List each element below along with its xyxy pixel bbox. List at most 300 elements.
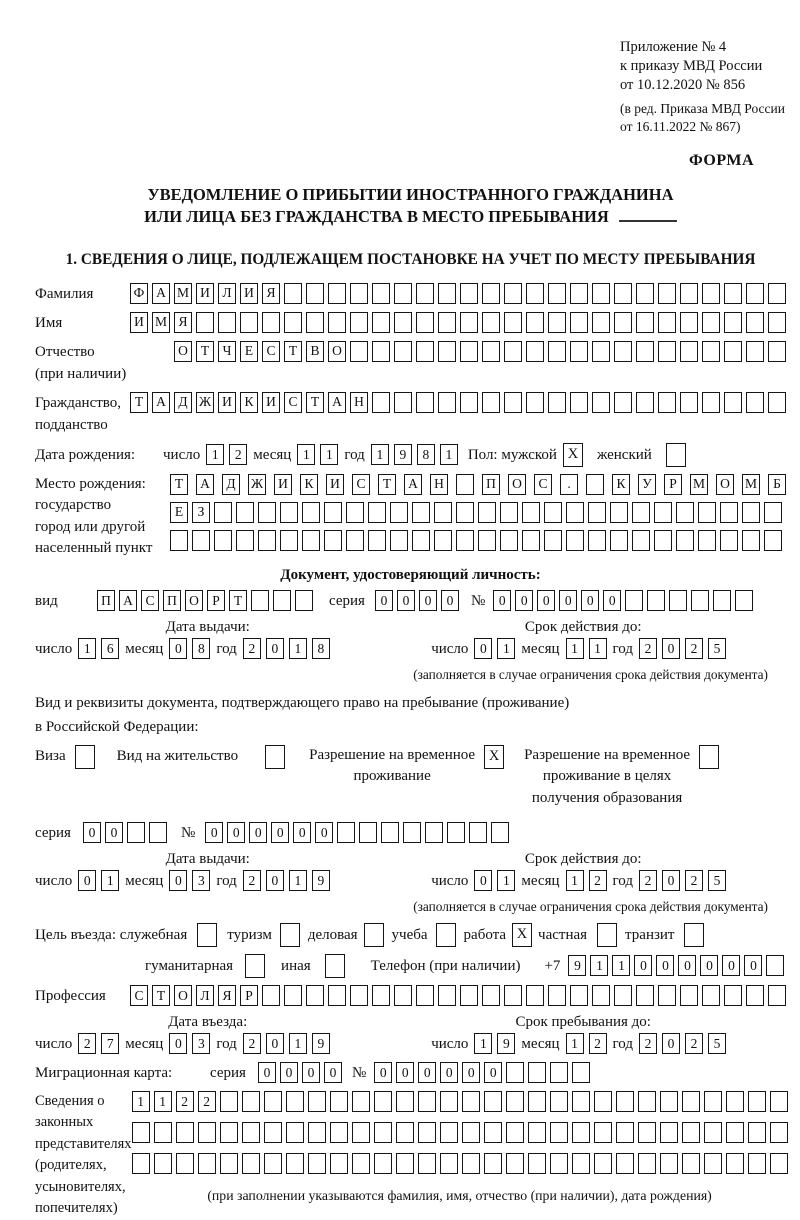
doc-issue-month (169, 638, 210, 659)
char-cell (456, 502, 474, 523)
profession-cells (130, 985, 786, 1006)
day-label: число (431, 872, 469, 889)
char-cell (482, 341, 500, 362)
char-cell (691, 590, 709, 611)
temp-residence-option (309, 745, 504, 789)
char-cell (548, 341, 566, 362)
char-cell (726, 1153, 744, 1174)
char-cell (324, 530, 342, 551)
profession-label: Профессия (35, 987, 106, 1004)
char-cell (330, 1122, 348, 1143)
char-cell (434, 502, 452, 523)
char-cell (742, 530, 760, 551)
char-cell (724, 985, 742, 1006)
purpose-humanitarian-checkbox (245, 954, 265, 978)
char-cell: Л (218, 283, 236, 304)
char-cell: К (240, 392, 258, 413)
char-cell: 0 (634, 955, 652, 976)
char-cell: Р (207, 590, 225, 611)
doc-issue-label: Дата выдачи: (165, 618, 250, 635)
char-cell (548, 283, 566, 304)
temp-residence-education-option (524, 745, 719, 810)
char-cell (394, 392, 412, 413)
char-cell: Л (196, 985, 214, 1006)
char-cell (460, 312, 478, 333)
char-cell (456, 474, 474, 495)
char-cell: Т (229, 590, 247, 611)
char-cell (328, 312, 346, 333)
char-cell (682, 1122, 700, 1143)
birthplace-label: Место рождения: (35, 475, 146, 492)
char-cell (491, 822, 509, 843)
char-cell: П (163, 590, 181, 611)
char-cell (390, 530, 408, 551)
char-cell: 8 (312, 638, 330, 659)
char-cell (306, 283, 324, 304)
char-cell: Я (174, 312, 192, 333)
char-cell: 0 (169, 870, 187, 891)
char-cell (280, 530, 298, 551)
surname-label: Фамилия (35, 285, 94, 302)
char-cell (154, 1153, 172, 1174)
doc-number-label: № (470, 592, 486, 609)
stay-until-label: Срок пребывания до: (515, 1013, 651, 1030)
char-cell: 0 (293, 822, 311, 843)
entry-date-headers (35, 1014, 786, 1031)
residence-doc-intro1: Вид и реквизиты документа, подтверждающего право на пребывание (проживание) (35, 694, 570, 711)
purpose-tourism-label: туризм (227, 926, 272, 943)
patronymic-row (35, 341, 786, 385)
char-cell: Т (196, 341, 214, 362)
day-label: число (35, 640, 73, 657)
char-cell (572, 1062, 590, 1083)
char-cell: 0 (205, 822, 223, 843)
char-cell: Н (350, 392, 368, 413)
migration-card-label: Миграционная карта: (35, 1064, 173, 1081)
purpose-official-label: Цель въезда: служебная (35, 926, 188, 943)
migration-card-row (35, 1062, 786, 1084)
phone-label: Телефон (при наличии) (370, 957, 521, 974)
char-cell (418, 1153, 436, 1174)
char-cell (768, 392, 786, 413)
char-cell (506, 1153, 524, 1174)
char-cell: 1 (132, 1091, 150, 1112)
char-cell: Д (174, 392, 192, 413)
char-cell (614, 985, 632, 1006)
char-cell: 1 (289, 870, 307, 891)
purpose-private-checkbox (597, 923, 617, 947)
mc-number-label: № (351, 1064, 367, 1081)
char-cell: М (174, 283, 192, 304)
char-cell (218, 312, 236, 333)
char-cell (350, 341, 368, 362)
char-cell (264, 1091, 282, 1112)
char-cell (522, 502, 540, 523)
char-cell (746, 312, 764, 333)
char-cell (548, 392, 566, 413)
char-cell (396, 1091, 414, 1112)
char-cell (654, 530, 672, 551)
char-cell: С (262, 341, 280, 362)
char-cell (460, 341, 478, 362)
char-cell (482, 985, 500, 1006)
char-cell: 1 (497, 638, 515, 659)
char-cell: И (326, 474, 344, 495)
char-cell (352, 1122, 370, 1143)
char-cell (713, 590, 731, 611)
char-cell: О (174, 341, 192, 362)
char-cell (704, 1091, 722, 1112)
birthplace-label-city1: город или другой (35, 518, 146, 535)
sex-female-checkbox (666, 443, 686, 467)
sex-female-label: женский (596, 446, 652, 463)
purpose-humanitarian-label: гуманитарная (145, 957, 234, 974)
char-cell (242, 1091, 260, 1112)
char-cell: 2 (198, 1091, 216, 1112)
char-cell: 0 (266, 1033, 284, 1054)
char-cell (680, 985, 698, 1006)
char-cell: 2 (639, 870, 657, 891)
char-cell (462, 1153, 480, 1174)
char-cell (262, 985, 280, 1006)
char-cell (768, 312, 786, 333)
section1-heading: 1. СВЕДЕНИЯ О ЛИЦЕ, ПОДЛЕЖАЩЕМ ПОСТАНОВКЕ НА УЧЕТ ПО МЕСТУ ПРЕБЫВАНИЯ (65, 250, 756, 268)
char-cell: 1 (566, 870, 584, 891)
char-cell (526, 341, 544, 362)
char-cell (372, 312, 390, 333)
char-cell (592, 283, 610, 304)
char-cell: А (152, 283, 170, 304)
char-cell (330, 1091, 348, 1112)
char-cell (504, 283, 522, 304)
char-cell: 0 (744, 955, 762, 976)
char-cell (416, 341, 434, 362)
char-cell (374, 1153, 392, 1174)
char-cell (416, 392, 434, 413)
char-cell: 3 (192, 870, 210, 891)
char-cell (280, 502, 298, 523)
char-cell (328, 985, 346, 1006)
char-cell: А (119, 590, 137, 611)
char-cell (764, 502, 782, 523)
birthplace-cells-row2 (170, 502, 786, 523)
char-cell: 9 (312, 1033, 330, 1054)
char-cell (526, 392, 544, 413)
citizenship-sublabel: подданство (35, 416, 108, 433)
name-row (35, 312, 786, 334)
char-cell: 7 (101, 1033, 119, 1054)
char-cell (746, 283, 764, 304)
year-label: год (612, 1035, 633, 1052)
res-date-headers (35, 851, 786, 868)
char-cell (572, 1091, 590, 1112)
char-cell (484, 1091, 502, 1112)
month-label: месяц (253, 446, 292, 463)
char-cell (720, 530, 738, 551)
char-cell: З (192, 502, 210, 523)
char-cell: 0 (324, 1062, 342, 1083)
char-cell: С (284, 392, 302, 413)
citizenship-cells (130, 392, 786, 413)
char-cell (588, 530, 606, 551)
char-cell (394, 312, 412, 333)
char-cell (702, 392, 720, 413)
char-cell (680, 312, 698, 333)
char-cell (462, 1122, 480, 1143)
char-cell (438, 283, 456, 304)
char-cell: И (240, 283, 258, 304)
char-cell (236, 502, 254, 523)
res-issue-year (243, 870, 330, 891)
char-cell (440, 1153, 458, 1174)
char-cell (381, 822, 399, 843)
char-cell (264, 1122, 282, 1143)
char-cell: 9 (312, 870, 330, 891)
temp-residence-checkbox: X (484, 745, 504, 769)
doc-valid-year (639, 638, 726, 659)
stay-month (566, 1033, 607, 1054)
doc-series-cells (375, 590, 459, 611)
char-cell (368, 530, 386, 551)
char-cell (440, 1091, 458, 1112)
char-cell: М (690, 474, 708, 495)
sex-male-checkbox: X (563, 443, 583, 467)
char-cell (478, 530, 496, 551)
char-cell (460, 392, 478, 413)
char-cell (660, 1122, 678, 1143)
month-label: месяц (125, 640, 164, 657)
stay-day (474, 1033, 515, 1054)
char-cell (704, 1153, 722, 1174)
phone-prefix: +7 (544, 957, 561, 974)
char-cell: И (262, 392, 280, 413)
birth-date-row (35, 443, 786, 467)
char-cell (770, 1122, 788, 1143)
char-cell: 0 (271, 822, 289, 843)
char-cell (594, 1091, 612, 1112)
char-cell (469, 822, 487, 843)
char-cell: 0 (83, 822, 101, 843)
char-cell (403, 822, 421, 843)
char-cell: 1 (474, 1033, 492, 1054)
char-cell: Б (768, 474, 786, 495)
char-cell (220, 1122, 238, 1143)
char-cell (704, 1122, 722, 1143)
title-blank-line (619, 206, 677, 222)
purpose-transit-checkbox (684, 923, 704, 947)
char-cell (198, 1153, 216, 1174)
char-cell: 0 (537, 590, 555, 611)
char-cell: 9 (497, 1033, 515, 1054)
char-cell: 5 (708, 638, 726, 659)
char-cell (770, 1153, 788, 1174)
char-cell (647, 590, 665, 611)
residence-doc-series-row (35, 822, 786, 844)
char-cell (548, 985, 566, 1006)
char-cell (586, 474, 604, 495)
annex-line: от 10.12.2020 № 856 (620, 77, 746, 94)
char-cell (308, 1122, 326, 1143)
char-cell: Р (240, 985, 258, 1006)
char-cell (286, 1122, 304, 1143)
char-cell (702, 312, 720, 333)
char-cell (482, 392, 500, 413)
char-cell (676, 502, 694, 523)
forma-label: ФОРМА (688, 152, 754, 169)
char-cell: И (218, 392, 236, 413)
char-cell (372, 341, 390, 362)
char-cell: 2 (589, 870, 607, 891)
char-cell (350, 283, 368, 304)
title-line-1: УВЕДОМЛЕНИЕ О ПРИБЫТИИ ИНОСТРАННОГО ГРАЖДАНИНА (147, 185, 674, 204)
char-cell: . (560, 474, 578, 495)
char-cell (698, 502, 716, 523)
char-cell: 0 (315, 822, 333, 843)
char-cell (346, 502, 364, 523)
char-cell: О (328, 341, 346, 362)
char-cell (324, 502, 342, 523)
char-cell (456, 530, 474, 551)
annex-subline: от 16.11.2022 № 867) (620, 119, 741, 135)
char-cell (506, 1122, 524, 1143)
char-cell: 0 (515, 590, 533, 611)
char-cell (770, 1091, 788, 1112)
res-number-cells (205, 822, 509, 843)
char-cell (192, 530, 210, 551)
char-cell (337, 822, 355, 843)
char-cell: 0 (474, 638, 492, 659)
purpose-official-checkbox (197, 923, 217, 947)
char-cell: Д (222, 474, 240, 495)
purpose-private-label: частная (538, 926, 588, 943)
char-cell (284, 312, 302, 333)
temp-residence-label2: проживание (353, 768, 431, 785)
reps-cells-row3 (132, 1153, 788, 1174)
month-label: месяц (521, 872, 560, 889)
char-cell (425, 822, 443, 843)
char-cell: 2 (229, 444, 247, 465)
char-cell (748, 1091, 766, 1112)
char-cell: 0 (266, 870, 284, 891)
char-cell (258, 502, 276, 523)
char-cell (632, 502, 650, 523)
purpose-work-checkbox: X (512, 923, 532, 947)
citizenship-row (35, 392, 786, 436)
reps-note: (при заполнении указываются фамилия, имя, отчество (при наличии), дата рождения) (207, 1187, 712, 1203)
mc-series-cells (258, 1062, 342, 1083)
char-cell (302, 530, 320, 551)
char-cell: С (130, 985, 148, 1006)
char-cell: П (97, 590, 115, 611)
identity-doc-heading: Документ, удостоверяющий личность: (280, 566, 541, 583)
char-cell (594, 1153, 612, 1174)
char-cell (284, 283, 302, 304)
month-label: месяц (521, 640, 560, 657)
doc-valid-day (474, 638, 515, 659)
char-cell (484, 1153, 502, 1174)
char-cell: 0 (227, 822, 245, 843)
char-cell (548, 312, 566, 333)
char-cell: 1 (590, 955, 608, 976)
char-cell: 1 (566, 638, 584, 659)
title-line-2: ИЛИ ЛИЦА БЕЗ ГРАЖДАНСТВА В МЕСТО ПРЕБЫВАНИЯ (35, 206, 786, 228)
representatives-row (35, 1091, 786, 1220)
res-number-label: № (180, 824, 196, 841)
char-cell: 0 (603, 590, 621, 611)
res-valid-day (474, 870, 515, 891)
char-cell (570, 312, 588, 333)
char-cell (242, 1122, 260, 1143)
annex-line: к приказу МВД России (620, 58, 763, 75)
doc-date-headers (35, 619, 786, 636)
char-cell: 0 (375, 590, 393, 611)
char-cell: 0 (656, 955, 674, 976)
char-cell: 0 (581, 590, 599, 611)
entry-year (243, 1033, 330, 1054)
char-cell: 8 (417, 444, 435, 465)
char-cell (350, 985, 368, 1006)
char-cell (616, 1122, 634, 1143)
char-cell: Е (240, 341, 258, 362)
char-cell (544, 530, 562, 551)
purpose-row-2 (35, 954, 786, 978)
birth-date-label: Дата рождения: (35, 446, 136, 463)
entry-date-label: Дата въезда: (168, 1013, 248, 1030)
char-cell: 0 (440, 1062, 458, 1083)
char-cell: 2 (685, 1033, 703, 1054)
char-cell (726, 1091, 744, 1112)
char-cell (196, 312, 214, 333)
char-cell: 9 (394, 444, 412, 465)
char-cell (438, 341, 456, 362)
name-label: Имя (35, 314, 63, 331)
char-cell (682, 1091, 700, 1112)
char-cell: 2 (78, 1033, 96, 1054)
char-cell: 0 (396, 1062, 414, 1083)
char-cell (614, 341, 632, 362)
char-cell: 1 (206, 444, 224, 465)
month-label: месяц (125, 1035, 164, 1052)
char-cell (526, 312, 544, 333)
char-cell (610, 502, 628, 523)
char-cell: Ж (196, 392, 214, 413)
char-cell (394, 985, 412, 1006)
reps-label-5: усыновителях, (35, 1178, 126, 1195)
residence-doc-intro2: в Российской Федерации: (35, 718, 199, 735)
char-cell: 0 (662, 638, 680, 659)
char-cell (592, 985, 610, 1006)
char-cell: 0 (678, 955, 696, 976)
char-cell (220, 1091, 238, 1112)
char-cell: Т (284, 341, 302, 362)
char-cell: 1 (497, 870, 515, 891)
char-cell (220, 1153, 238, 1174)
char-cell: 2 (589, 1033, 607, 1054)
purpose-row (35, 923, 786, 947)
char-cell (726, 1122, 744, 1143)
char-cell (352, 1153, 370, 1174)
char-cell (460, 985, 478, 1006)
profession-row (35, 985, 786, 1007)
char-cell (127, 822, 145, 843)
char-cell: 0 (169, 1033, 187, 1054)
temp-residence-edu-label3: получения образования (531, 790, 683, 807)
char-cell (500, 502, 518, 523)
char-cell (522, 530, 540, 551)
char-cell (416, 283, 434, 304)
char-cell (438, 985, 456, 1006)
res-issue-month (169, 870, 210, 891)
